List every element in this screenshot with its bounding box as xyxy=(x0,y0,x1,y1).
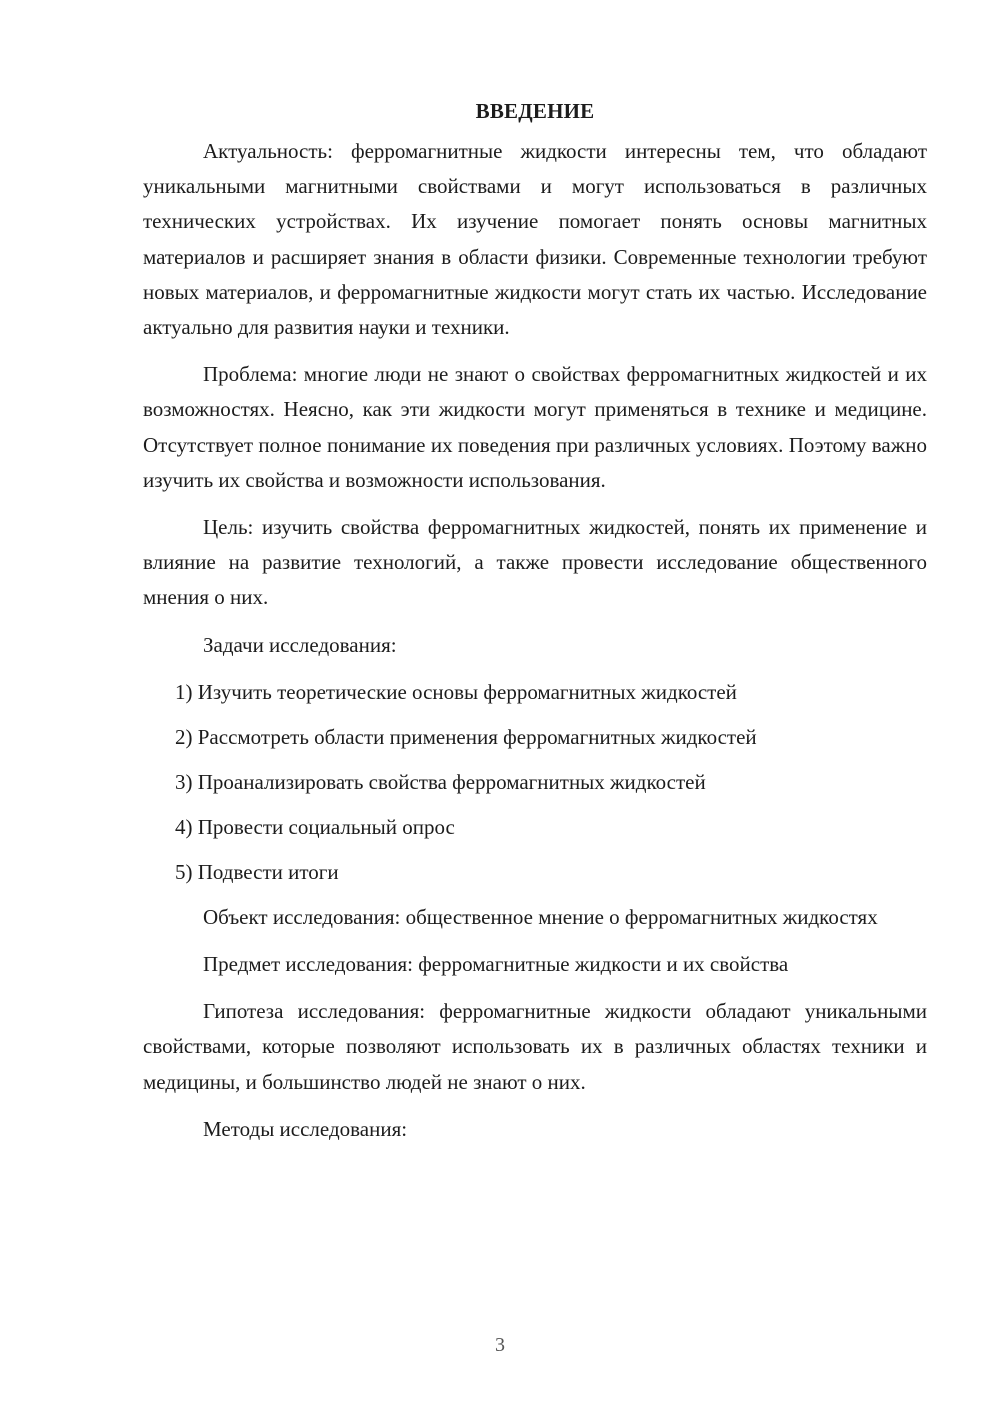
tasks-intro: Задачи исследования: xyxy=(203,632,397,657)
list-item: 4) Провести социальный опрос xyxy=(175,814,455,839)
document-page xyxy=(143,96,927,1159)
goal-paragraph: Цель: изучить свойства ферромагнитных жидкостей, понять их применение и влияние на развитие технологий, а также провести исследование общественного мнения о них. xyxy=(143,515,927,610)
list-item: 2) Рассмотреть области применения ферромагнитных жидкостей xyxy=(175,724,757,749)
object-paragraph: Объект исследования: общественное мнение о ферромагнитных жидкостях xyxy=(203,904,878,929)
list-item: 1) Изучить теоретические основы ферромагнитных жидкостей xyxy=(175,679,737,704)
tasks-list xyxy=(143,675,927,890)
methods-paragraph: Методы исследования: xyxy=(203,1116,408,1141)
section-heading: ВВЕДЕНИЕ xyxy=(475,99,595,123)
list-item: 5) Подвести итоги xyxy=(175,859,339,884)
hypothesis-paragraph: Гипотеза исследования: ферромагнитные жидкости обладают уникальными свойствами, которые позволяют использовать их в различных областях техники и медицины, и большинство людей не знают о них. xyxy=(143,999,927,1094)
list-item: 3) Проанализировать свойства ферромагнитных жидкостей xyxy=(175,769,706,794)
page-number: 3 xyxy=(495,1334,505,1356)
problem-paragraph: Проблема: многие люди не знают о свойствах ферромагнитных жидкостей и их возможностях. Неясно, как эти жидкости могут применяться в технике и медицине. Отсутствует полное понимание их поведения при различных условиях. Поэтому важно изучить их свойства и возможности использования. xyxy=(143,362,927,492)
subject-paragraph: Предмет исследования: ферромагнитные жидкости и их свойства xyxy=(203,952,789,977)
relevance-paragraph: Актуальность: ферромагнитные жидкости интересны тем, что обладают уникальными магнитными свойствами и могут использоваться в различных технических устройствах. Их изучение помогает понять основы магнитных материалов и расширяет знания в области физики. Современные технологии требуют новых материалов, и ферромагнитные жидкости могут стать их частью. Исследование актуально для развития науки и техники. xyxy=(143,139,927,340)
